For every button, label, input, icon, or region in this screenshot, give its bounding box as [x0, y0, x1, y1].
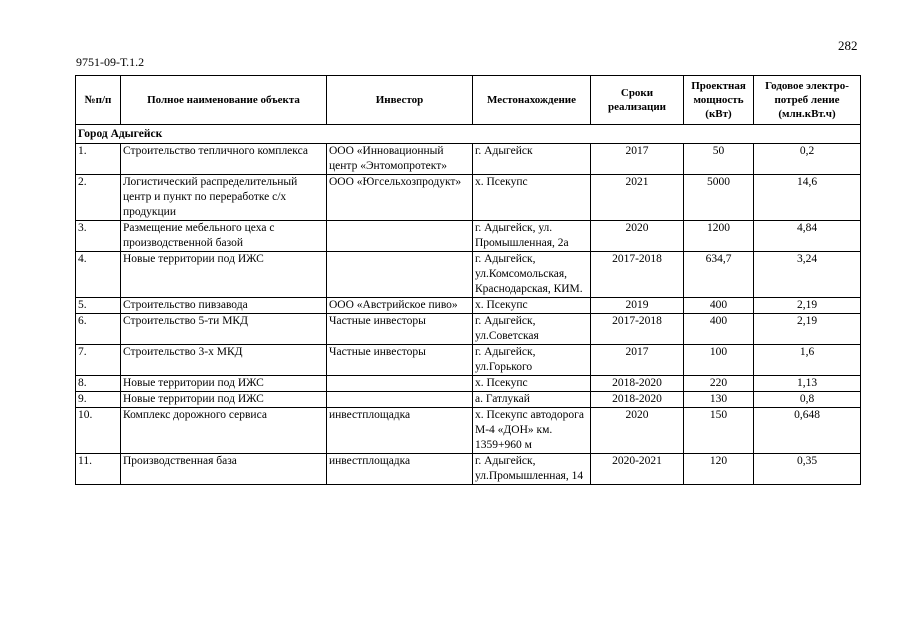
cell-consumption: 0,2 — [754, 144, 861, 175]
cell-name: Строительство пивзавода — [121, 298, 327, 314]
header-investor: Инвестор — [327, 76, 473, 125]
cell-consumption: 3,24 — [754, 252, 861, 298]
header-capacity: Проектная мощность (кВт) — [684, 76, 754, 125]
cell-num: 10. — [76, 408, 121, 454]
cell-period: 2020 — [591, 408, 684, 454]
cell-investor — [327, 392, 473, 408]
cell-name: Новые территории под ИЖС — [121, 376, 327, 392]
cell-consumption: 2,19 — [754, 314, 861, 345]
cell-num: 3. — [76, 221, 121, 252]
cell-num: 9. — [76, 392, 121, 408]
table-header-row — [76, 76, 861, 125]
cell-capacity: 150 — [684, 408, 754, 454]
cell-capacity: 130 — [684, 392, 754, 408]
cell-location: х. Псекупс — [473, 175, 591, 221]
cell-name: Комплекс дорожного сервиса — [121, 408, 327, 454]
cell-investor — [327, 221, 473, 252]
table-row — [76, 144, 861, 175]
table-row — [76, 221, 861, 252]
cell-num: 7. — [76, 345, 121, 376]
cell-location: г. Адыгейск, ул.Промышленная, 14 — [473, 454, 591, 485]
cell-name: Новые территории под ИЖС — [121, 252, 327, 298]
cell-location: х. Псекупс — [473, 376, 591, 392]
header-period: Сроки реализации — [591, 76, 684, 125]
cell-name: Логистический распределительный центр и пункт по переработке с/х продукции — [121, 175, 327, 221]
table-row — [76, 175, 861, 221]
cell-period: 2017-2018 — [591, 252, 684, 298]
cell-capacity: 634,7 — [684, 252, 754, 298]
section-title: Город Адыгейск — [76, 125, 861, 144]
cell-investor: Частные инвесторы — [327, 314, 473, 345]
table-row — [76, 392, 861, 408]
cell-capacity: 120 — [684, 454, 754, 485]
cell-consumption: 14,6 — [754, 175, 861, 221]
cell-capacity: 400 — [684, 314, 754, 345]
cell-period: 2020-2021 — [591, 454, 684, 485]
document-code: 9751-09-Т.1.2 — [76, 55, 145, 69]
cell-location: х. Псекупс — [473, 298, 591, 314]
cell-name: Строительство 5-ти МКД — [121, 314, 327, 345]
cell-investor: ООО «Инновационный центр «Энтомопротект» — [327, 144, 473, 175]
table-row — [76, 252, 861, 298]
cell-investor: ООО «Югсельхозпродукт» — [327, 175, 473, 221]
cell-name: Новые территории под ИЖС — [121, 392, 327, 408]
cell-capacity: 1200 — [684, 221, 754, 252]
cell-investor: инвестплощадка — [327, 454, 473, 485]
cell-capacity: 220 — [684, 376, 754, 392]
cell-consumption: 1,13 — [754, 376, 861, 392]
cell-name: Строительство тепличного комплекса — [121, 144, 327, 175]
cell-num: 2. — [76, 175, 121, 221]
cell-investor: инвестплощадка — [327, 408, 473, 454]
section-row — [76, 125, 861, 144]
cell-location: а. Гатлукай — [473, 392, 591, 408]
cell-investor — [327, 376, 473, 392]
cell-name: Строительство 3-х МКД — [121, 345, 327, 376]
table-row — [76, 454, 861, 485]
table-row — [76, 345, 861, 376]
cell-investor: Частные инвесторы — [327, 345, 473, 376]
cell-investor — [327, 252, 473, 298]
table-row — [76, 298, 861, 314]
cell-name: Размещение мебельного цеха с производственной базой — [121, 221, 327, 252]
cell-period: 2019 — [591, 298, 684, 314]
cell-period: 2017 — [591, 345, 684, 376]
cell-capacity: 100 — [684, 345, 754, 376]
cell-num: 1. — [76, 144, 121, 175]
cell-location: г. Адыгейск, ул.Горького — [473, 345, 591, 376]
cell-location: г. Адыгейск, ул.Советская — [473, 314, 591, 345]
cell-num: 8. — [76, 376, 121, 392]
cell-period: 2017-2018 — [591, 314, 684, 345]
cell-consumption: 2,19 — [754, 298, 861, 314]
cell-num: 11. — [76, 454, 121, 485]
cell-location: г. Адыгейск — [473, 144, 591, 175]
table-row — [76, 376, 861, 392]
cell-consumption: 4,84 — [754, 221, 861, 252]
table-row — [76, 314, 861, 345]
cell-location: г. Адыгейск, ул.Комсомольская, Краснодарская, КИМ. — [473, 252, 591, 298]
cell-consumption: 0,8 — [754, 392, 861, 408]
cell-capacity: 400 — [684, 298, 754, 314]
cell-period: 2018-2020 — [591, 376, 684, 392]
cell-num: 6. — [76, 314, 121, 345]
cell-name: Производственная база — [121, 454, 327, 485]
cell-num: 4. — [76, 252, 121, 298]
cell-num: 5. — [76, 298, 121, 314]
cell-period: 2017 — [591, 144, 684, 175]
cell-location: г. Адыгейск, ул. Промышленная, 2а — [473, 221, 591, 252]
cell-investor: ООО «Австрийское пиво» — [327, 298, 473, 314]
header-name: Полное наименование объекта — [121, 76, 327, 125]
cell-location: х. Псекупс автодорога М-4 «ДОН» км. 1359+960 м — [473, 408, 591, 454]
page-number: 282 — [838, 38, 858, 53]
cell-capacity: 50 — [684, 144, 754, 175]
cell-consumption: 0,648 — [754, 408, 861, 454]
cell-consumption: 0,35 — [754, 454, 861, 485]
header-location: Местонахождение — [473, 76, 591, 125]
table-row — [76, 408, 861, 454]
projects-table — [75, 75, 861, 485]
cell-period: 2018-2020 — [591, 392, 684, 408]
cell-period: 2021 — [591, 175, 684, 221]
header-num: №п/п — [76, 76, 121, 125]
cell-period: 2020 — [591, 221, 684, 252]
header-consumption: Годовое электро-потреб ление (млн.кВт.ч) — [754, 76, 861, 125]
cell-capacity: 5000 — [684, 175, 754, 221]
cell-consumption: 1,6 — [754, 345, 861, 376]
